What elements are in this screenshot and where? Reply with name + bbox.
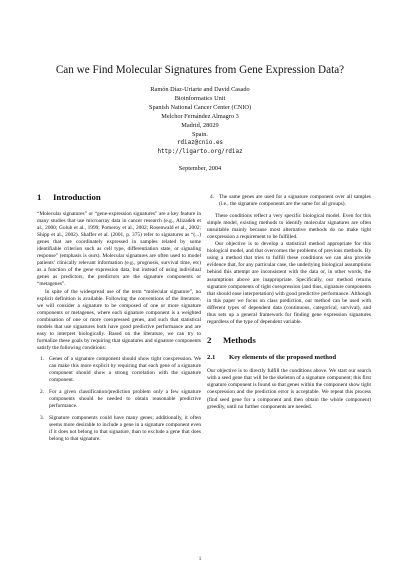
section-number: 2	[207, 334, 212, 345]
conditions-list-continued	[207, 194, 371, 208]
section-title: Methods	[223, 334, 256, 345]
left-column	[37, 192, 201, 448]
list-item: 1. Genes of a signature component should show tight coexpression. We can make this more explicit by requiring that each gene of a signature component should show a strong correlation with the signature component.	[39, 355, 201, 384]
intro-paragraph-2: In spite of the widespread use of the term “molecular signature”, no explicit definition is available. Following the conventions of the literature, we will consider a signature to be composed of one or more signature components or metagenes, where each signature component is a weighted combination of one or more coexpressed genes, and such that statistical models that use signatures both have good predictive performance and are easy to interpret biologically. Based on the literature, we can try to formalize these goals by requiring that signatures and signature components satisfy the following conditions:	[37, 288, 201, 351]
section-heading-methods	[207, 335, 371, 346]
intro-paragraph-4: Our objective is to develop a statistical method appropriate for this biological model, and that overcomes the problems of previous methods. By using a method that tries to fulfill these conditions we can also provide evidence that, for any particular case, the underlying biological assumptions behind this attempt are inconsistent with the data or, in other words, the assumptions above are inappropriate. Specifically, our method returns signature components of tight coexpression (and thus, signature components that should ease interpretation) with good predictive performance. Although in this paper we focus on class prediction, our method can be used with different types of dependent data (continuous, categorical, survival), and thus sets up a general framework for finding gene expression signatures regardless of the type of dependent variable.	[207, 241, 371, 325]
affiliation-line-1: Bioinformatics Unit	[174, 94, 226, 102]
authors: Ramón Díaz-Uriarte and David Casado	[150, 86, 250, 93]
list-item: 4. The same genes are used for a signature component over all samples (i.e., the signature components are the same for all groups).	[209, 194, 371, 208]
intro-paragraph-1: “Molecular signatures” or “gene-expression signatures” are a key feature in many studies that use microarray data in cancer research (e.g., Alizadeh et al., 2000; Golub et al., 1999; Pomeroy et al., 2002; Rosenwald et al., 2002; Shipp et al., 2002). Shaffer et al. (2001, p. 375) refer to signatures as “(...) genes that are coordinately expressed in samples related by some identifiable criterion such as cell type, differentiation state, or signaling response” (emphasis is ours). Molecular signatures are often used to model patients’ clinically relevant information (e.g., prognosis, survival time, etc) as a function of the gene expression data, but instead of using individual genes as predictors, the predictors are the signature components or “metagenes”.	[37, 211, 201, 288]
section-heading-introduction	[37, 192, 201, 203]
intro-paragraph-3: These conditions reflect a very specific biological model. Even for this simple model, existing methods to identify molecular signatures are often unsuitable mainly because most alternative methods do no make tight coexpression a requirement to be fulfilled.	[207, 213, 371, 241]
list-item: 2. For a given classification/prediction problem only a few signature components should be needed to obtain reasonable predictive performance.	[39, 389, 201, 410]
affiliation-line-4: Madrid, 28029	[181, 121, 219, 129]
affiliation-line-2: Spanish National Cancer Center (CNIO)	[148, 103, 252, 111]
condition-text: Genes of a signature component should show tight coexpression. We can make this more explicit by requiring that each gene of a signature component should show a strong correlation with the signature component.	[49, 355, 201, 384]
section-title: Introduction	[53, 192, 101, 202]
section-number: 1	[37, 192, 42, 202]
list-item: 3. Signature components could have many genes; additionally, it often seems more desirable to include a gene in a signature component even if it does not belong to that signature, than to exclude a gene that does belong to that signature.	[39, 415, 201, 443]
paper-title: Can we Find Molecular Signatures from Gene Expression Data?	[55, 64, 345, 76]
methods-paragraph-1: Our objective is to directly fulfill the conditions above. We start our search with a seed gene that will be the skeleton of a signature component; this first signature component is found so that genes within the component show tight coexpression and the prediction error is acceptable. We repeat this process (find seed gene for a component and then obtain the whole component) greedily, until no further components are needed.	[207, 368, 371, 410]
subsection-title: Key elements of the proposed method	[229, 353, 337, 361]
subsection-number: 2.1	[207, 353, 216, 361]
condition-text: The same genes are used for a signature component over all samples (i.e., the signature components are the same for all groups).	[219, 194, 371, 208]
condition-text: For a given classification/prediction problem only a few signature components should be needed to obtain reasonable predictive performance.	[49, 389, 201, 410]
affiliation-line-5: Spain.	[192, 130, 208, 138]
conditions-list	[37, 356, 201, 444]
paper-date: September, 2004	[178, 165, 222, 172]
subsection-heading	[207, 354, 371, 363]
email-link[interactable]: rdiaz@cnio.es	[176, 140, 224, 147]
affiliation-line-3: Melchor Fernández Almagro 3	[161, 112, 239, 120]
page-number: 1	[198, 556, 202, 562]
condition-text: Signature components could have many genes; additionally, it often seems more desirable to include a gene in a signature component even if it does not belong to that signature, than to exclude a gene that does belong to that signature.	[49, 415, 201, 443]
homepage-link[interactable]: http://ligarto.org/rdiaz	[157, 149, 243, 156]
author-block	[60, 86, 340, 157]
right-column	[207, 194, 371, 411]
